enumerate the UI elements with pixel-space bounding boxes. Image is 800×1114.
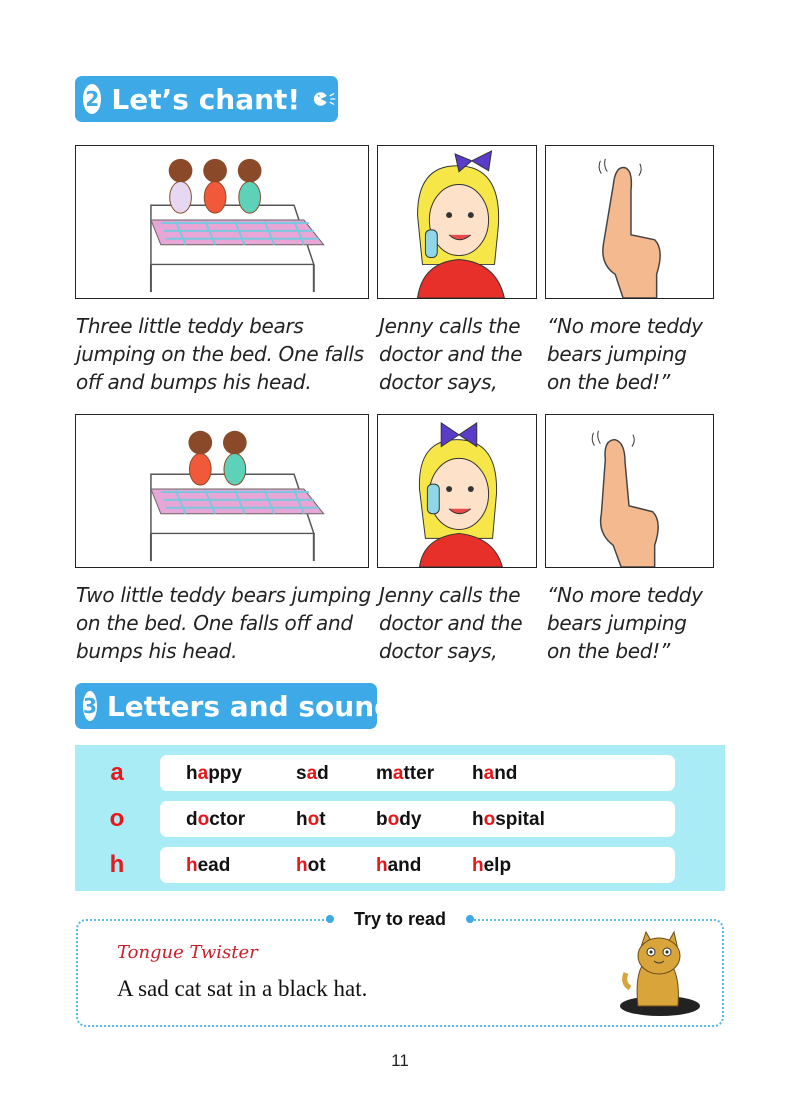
word: hospital <box>472 809 545 830</box>
jenny-phone-picture-2 <box>377 414 537 568</box>
word: sad <box>296 763 329 784</box>
teddy-bears-three-picture <box>75 145 369 299</box>
finger-wag-picture-2 <box>545 414 714 568</box>
section-number: 2 <box>83 84 101 114</box>
dot-right <box>466 915 474 923</box>
cat-in-hat-picture <box>610 928 705 1018</box>
caption-3: “No more teddy bears jumping on the bed!” <box>547 314 703 394</box>
page-number: 11 <box>391 1051 409 1070</box>
section-3-header <box>75 683 411 729</box>
caption-1: Three little teddy bears jumping on the bed. One falls off and bumps his head. <box>76 314 364 394</box>
letter-o: o <box>109 805 125 832</box>
caption-5: Jenny calls the doctor and the doctor says, <box>379 583 523 663</box>
caption-6: “No more teddy bears jumping on the bed!” <box>547 583 703 663</box>
section-title: Letters and sounds <box>106 689 411 723</box>
letter-a: a <box>110 759 124 786</box>
word: hand <box>472 763 518 784</box>
try-to-read-label: Try to read <box>330 906 470 932</box>
section-title: Let’s chant! <box>111 82 301 116</box>
teddy-bears-two-picture <box>75 414 369 568</box>
tongue-twister-sentence: A sad cat sat in a black hat. <box>117 976 368 1001</box>
word: help <box>472 855 512 876</box>
word: hot <box>296 809 326 830</box>
word: body <box>376 809 422 830</box>
section-2-header <box>75 76 338 122</box>
caption-4: Two little teddy bears jumping on the bed. One falls off and bumps his head. <box>76 583 371 663</box>
word: matter <box>376 763 435 784</box>
section-number: 3 <box>83 691 97 721</box>
dot-left <box>326 915 334 923</box>
tongue-twister-title: Tongue Twister <box>117 942 258 963</box>
finger-wag-picture <box>545 145 714 299</box>
chant-icon <box>312 84 338 114</box>
word: hot <box>296 855 326 876</box>
jenny-phone-picture <box>377 145 537 299</box>
letter-h: h <box>109 851 125 878</box>
word: head <box>186 855 231 876</box>
caption-2: Jenny calls the doctor and the doctor says, <box>379 314 523 394</box>
word: happy <box>186 763 242 784</box>
word: doctor <box>186 809 246 830</box>
word: hand <box>376 855 422 876</box>
